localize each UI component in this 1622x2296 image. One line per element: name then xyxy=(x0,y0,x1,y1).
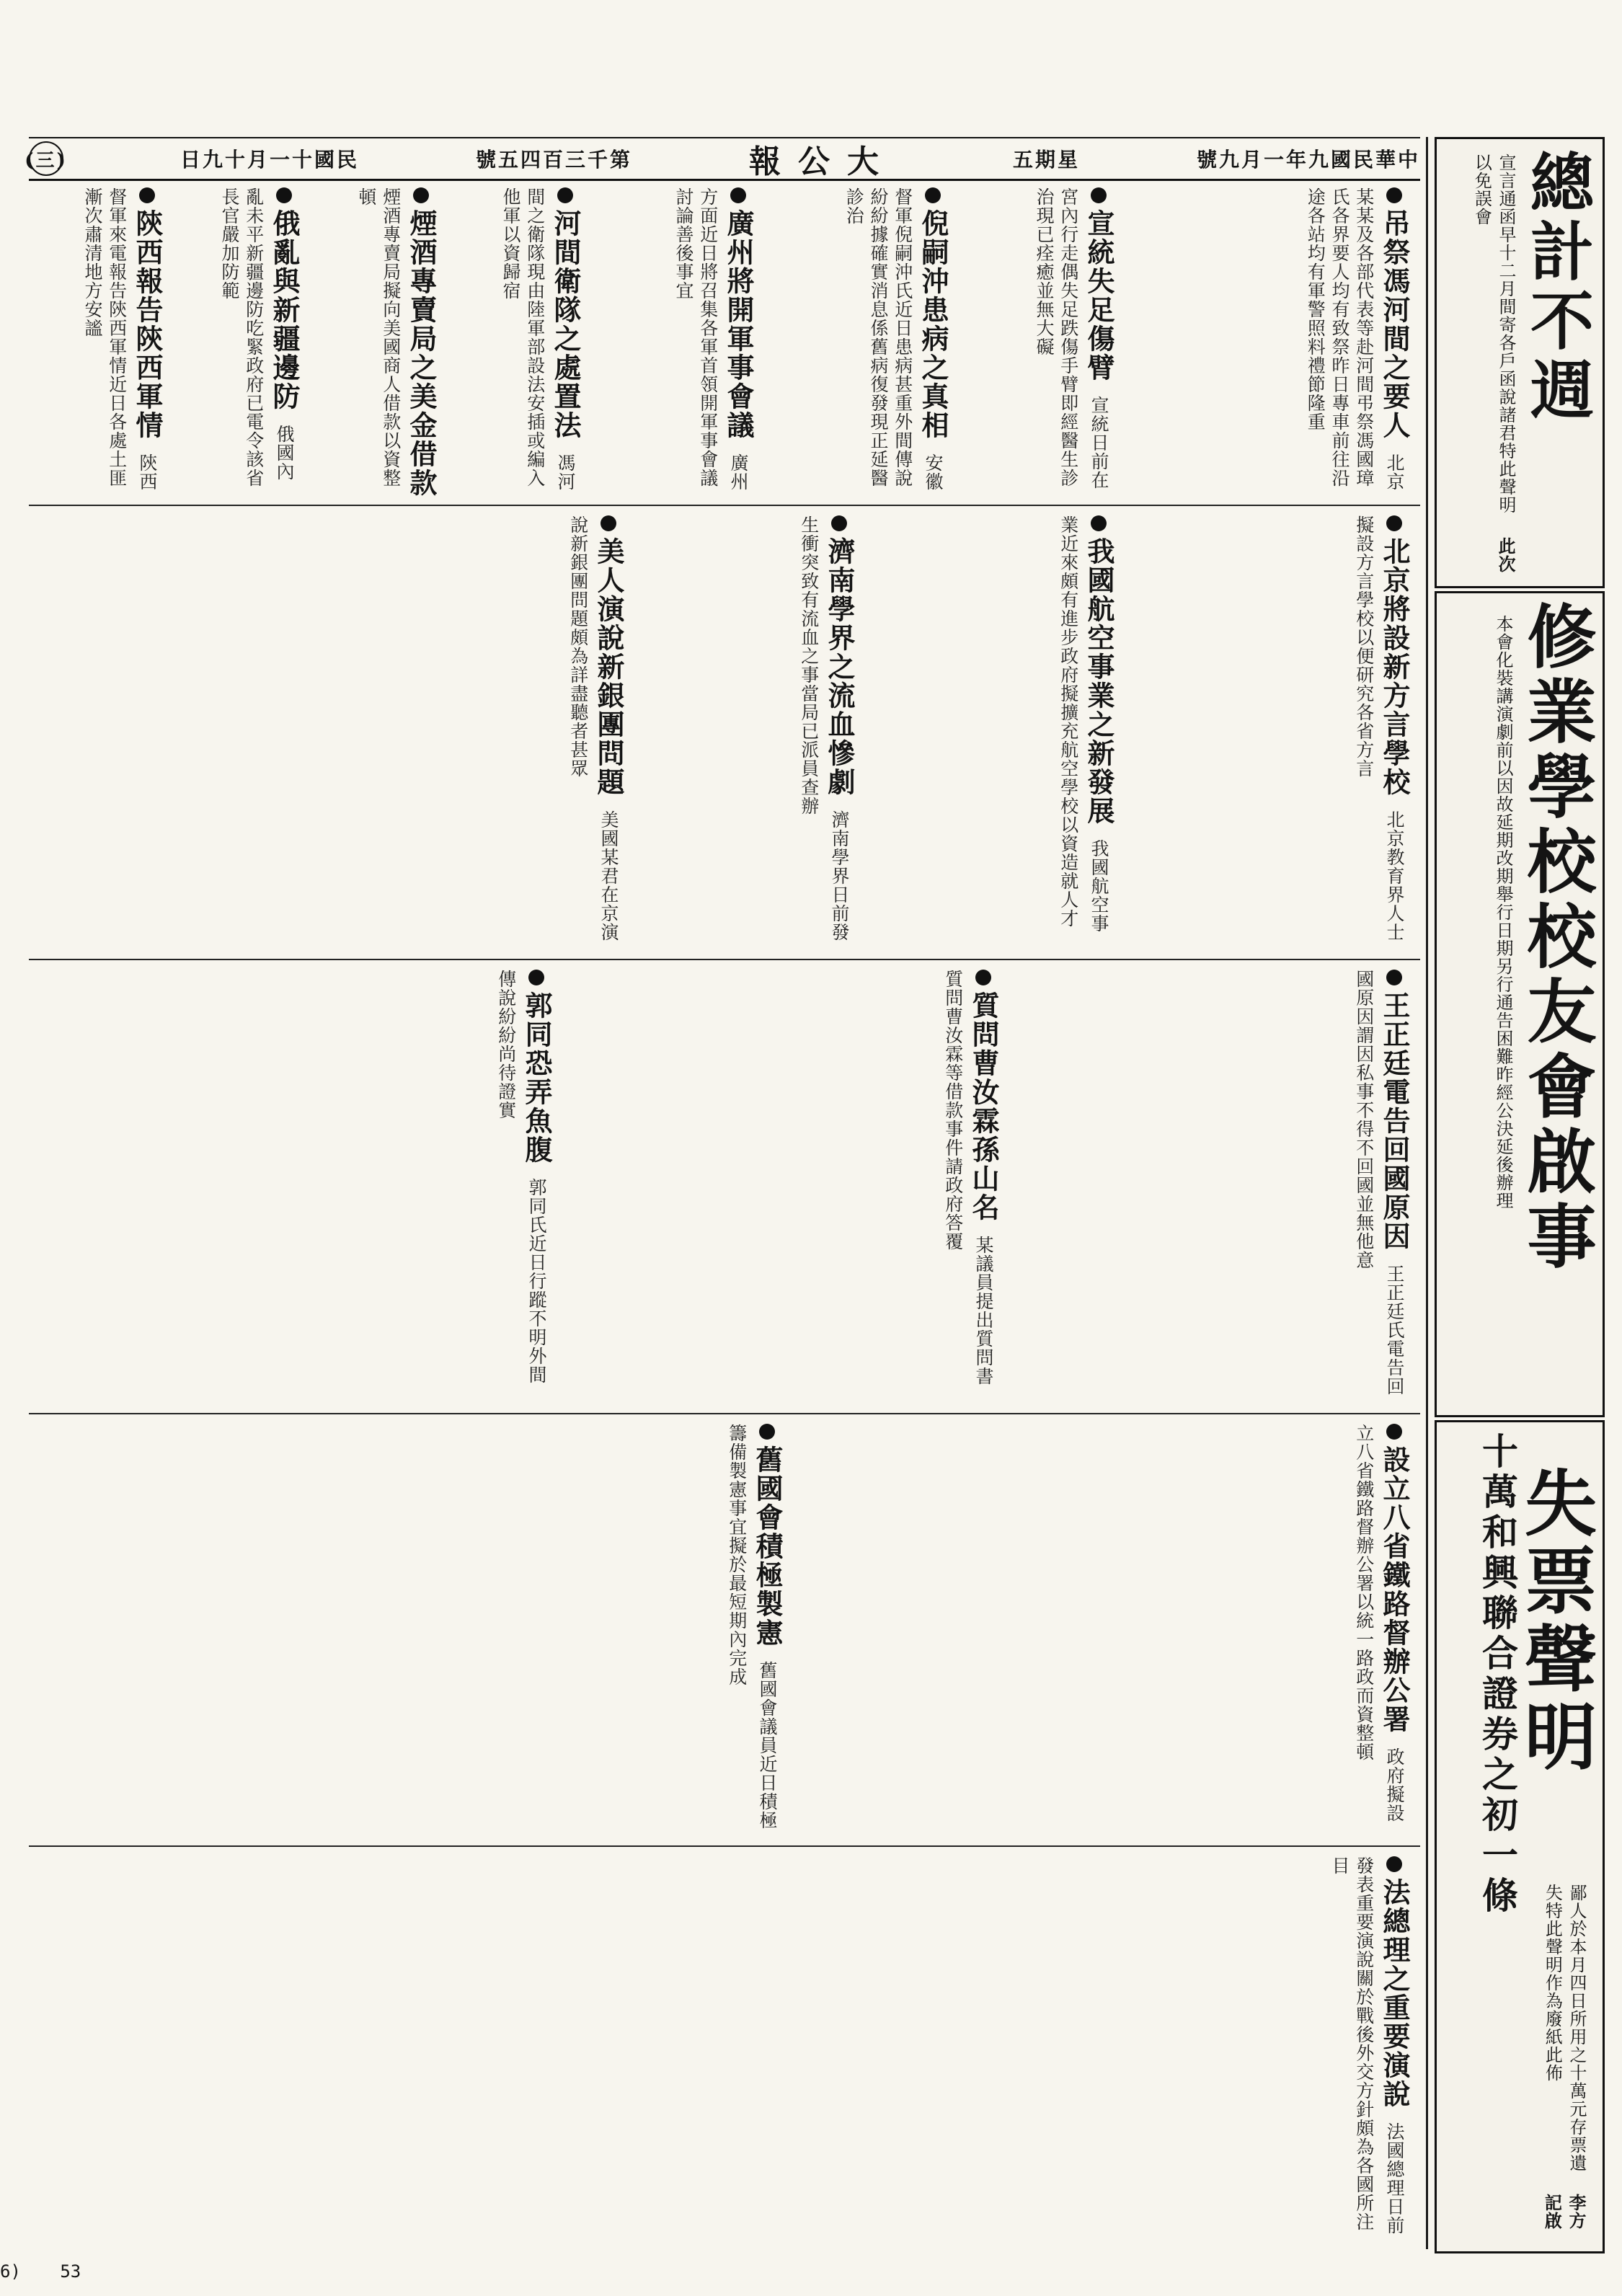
article xyxy=(36,187,166,497)
article-headline: 河間衛隊之處置法 xyxy=(549,187,582,440)
bullet-icon xyxy=(1386,187,1402,203)
article-body: 舊國會議員近日積極籌備製憲事宜擬於最短期內完成 xyxy=(726,1424,778,1830)
bullet-icon xyxy=(1386,970,1402,985)
masthead-brand: 報公大 xyxy=(748,143,896,180)
school-notice-box xyxy=(1435,591,1605,1417)
notice-ad-mark: 此次 xyxy=(1495,537,1516,573)
article xyxy=(764,187,952,497)
article-body: 安徽督軍倪嗣沖氏近日患病甚重外間傳說紛紛據確實消息係舊病復發現正延醫診治 xyxy=(843,187,944,491)
article xyxy=(865,515,1117,948)
section-divider xyxy=(29,1845,1420,1847)
statement-ad-box xyxy=(1435,1420,1605,2253)
article-headline: 宣統失足傷臂 xyxy=(1083,187,1115,382)
article-body: 北京某某及各部代表等赴河間弔祭馮國璋氏各界要人均有致祭昨日專車前往沿途各站均有軍警照料禮節隆重 xyxy=(1305,187,1405,491)
bullet-icon xyxy=(139,187,155,203)
article xyxy=(1009,970,1413,1402)
statement-subtitle: 十萬和興聯合證券之初一條 xyxy=(1476,1432,1519,1917)
article xyxy=(1125,515,1413,948)
article-headline: 煙酒專賣局之美金借款 xyxy=(405,187,438,497)
bullet-icon xyxy=(730,187,746,203)
article-headline: 法總理之重要演說 xyxy=(1378,1856,1411,2109)
school-notice-body: 本會化裝講演劇前以因故延期改期舉行日期另行通告困難昨經公決延後辦理 xyxy=(1493,615,1513,1210)
article-body: 煙酒專賣局擬向美國商人借款以資整頓 xyxy=(355,187,402,487)
article xyxy=(36,970,555,1402)
masthead-weekday: 五期星 xyxy=(1012,148,1080,172)
article-body: 濟南學界日前發生衝突致有流血之事當局已派員查辦 xyxy=(798,515,850,941)
bullet-icon xyxy=(276,187,292,203)
masthead-date-right: 號九月一年九國民華中 xyxy=(1196,148,1420,172)
article xyxy=(36,1424,786,1835)
bullet-icon xyxy=(759,1424,775,1440)
article-body: 王正廷氏電告回國原因謂因私事不得不回國並無他意 xyxy=(1353,970,1405,1396)
article xyxy=(310,187,440,497)
article xyxy=(591,187,757,497)
bullet-icon xyxy=(1386,515,1402,531)
article xyxy=(959,187,1117,497)
article-headline: 倪嗣沖患病之真相 xyxy=(917,187,949,440)
article-headline: 北京將設新方言學校 xyxy=(1378,515,1411,797)
article-body: 某議員提出質問書質問曹汝霖等借款事件請政府答覆 xyxy=(942,970,994,1386)
article-headline: 美人演說新銀團問題 xyxy=(593,515,625,797)
statement-body: 鄙人於本月四日所用之十萬元存票遺失特此聲明作為廢紙此佈 xyxy=(1542,1884,1587,2172)
article-body: 美國某君在京演說新銀團問題頗為詳盡聽者甚眾 xyxy=(567,515,619,941)
article xyxy=(1125,187,1413,497)
article-body: 廣州方面近日將召集各軍首領開軍事會議討論善後事宜 xyxy=(673,187,749,491)
article xyxy=(793,1424,1413,1835)
page-marker: (三) xyxy=(29,141,63,176)
article-headline: 吊祭馮河間之要人 xyxy=(1378,187,1411,440)
section-divider xyxy=(29,1413,1420,1414)
article-body: 法國總理日前發表重要演說關於戰後外交方針頗為各國所注目 xyxy=(1329,1856,1405,2235)
bullet-icon xyxy=(413,187,429,203)
page-footer xyxy=(0,2261,110,2282)
article xyxy=(173,187,303,497)
article-headline: 我國航空事業之新發展 xyxy=(1083,515,1115,825)
bullet-icon xyxy=(601,515,616,531)
bullet-icon xyxy=(975,970,991,985)
bullet-icon xyxy=(1091,187,1107,203)
notice-ad-body: 宣言通函早十二月間寄各戶函說諸君特此聲明以免誤會 xyxy=(1471,154,1516,514)
section-divider xyxy=(29,959,1420,960)
column-rule xyxy=(1426,137,1428,2249)
article xyxy=(634,515,858,948)
article-body: 郭同氏近日行蹤不明外間傳說紛紛尚待證實 xyxy=(495,970,547,1384)
masthead-date-left: 日九十月一十國民 xyxy=(180,148,359,172)
article xyxy=(36,515,627,948)
section-divider xyxy=(29,505,1420,506)
article-body: 北京教育界人士擬設方言學校以便研究各省方言 xyxy=(1353,515,1405,941)
footer-page-number: 53 xyxy=(60,2261,81,2282)
masthead xyxy=(25,137,1420,181)
article-body: 宣統日前在宮內行走偶失足跌傷手臂即經醫生診治現已痊癒並無大礙 xyxy=(1033,187,1109,489)
article-headline: 俄亂與新疆邊防 xyxy=(268,187,301,411)
bullet-icon xyxy=(831,515,847,531)
bullet-icon xyxy=(528,970,544,985)
article-headline: 王正廷電告回國原因 xyxy=(1378,970,1411,1251)
notice-ad-title: 總計不週 xyxy=(1520,149,1595,426)
article-body: 俄國內亂未平新疆邊防吃緊政府已電令該省長官嚴加防範 xyxy=(218,187,295,487)
article-headline: 郭同恐弄魚腹 xyxy=(520,970,553,1164)
statement-title: 失票聲明 xyxy=(1512,1466,1597,1777)
article xyxy=(447,187,584,497)
school-notice-title: 修業學校校友會啟事 xyxy=(1516,600,1597,1275)
article-body: 陝西督軍來電報告陝西軍情近日各處土匪漸次肅清地方安謐 xyxy=(81,187,158,491)
article-headline: 舊國會積極製憲 xyxy=(751,1424,784,1647)
notice-ad-box xyxy=(1435,137,1605,588)
article-headline: 設立八省鐵路督辦公署 xyxy=(1378,1424,1411,1734)
bullet-icon xyxy=(557,187,573,203)
article-headline: 陝西報告陝西軍情 xyxy=(131,187,164,440)
bullet-icon xyxy=(1091,515,1107,531)
bullet-icon xyxy=(1386,1856,1402,1872)
article-headline: 質問曹汝霖孫山名 xyxy=(967,970,1000,1222)
footer-left: 6) xyxy=(0,2261,21,2282)
article-body: 我國航空事業近來頗有進步政府擬擴充航空學校以資造就人才 xyxy=(1058,515,1109,933)
article-body: 政府擬設立八省鐵路督辦公署以統一路政而資整頓 xyxy=(1353,1424,1405,1822)
article-body: 馮河間之衛隊現由陸軍部設法安插或編入他軍以資歸宿 xyxy=(500,187,576,491)
statement-signer: 李方記啟 xyxy=(1541,2194,1587,2230)
article-headline: 濟南學界之流血慘劇 xyxy=(823,515,856,797)
article xyxy=(562,970,1002,1402)
bullet-icon xyxy=(1386,1424,1402,1440)
article-headline: 廣州將開軍事會議 xyxy=(722,187,755,440)
bullet-icon xyxy=(925,187,941,203)
masthead-issue: 號五四百三千第 xyxy=(475,148,632,172)
article xyxy=(36,1856,1413,2238)
